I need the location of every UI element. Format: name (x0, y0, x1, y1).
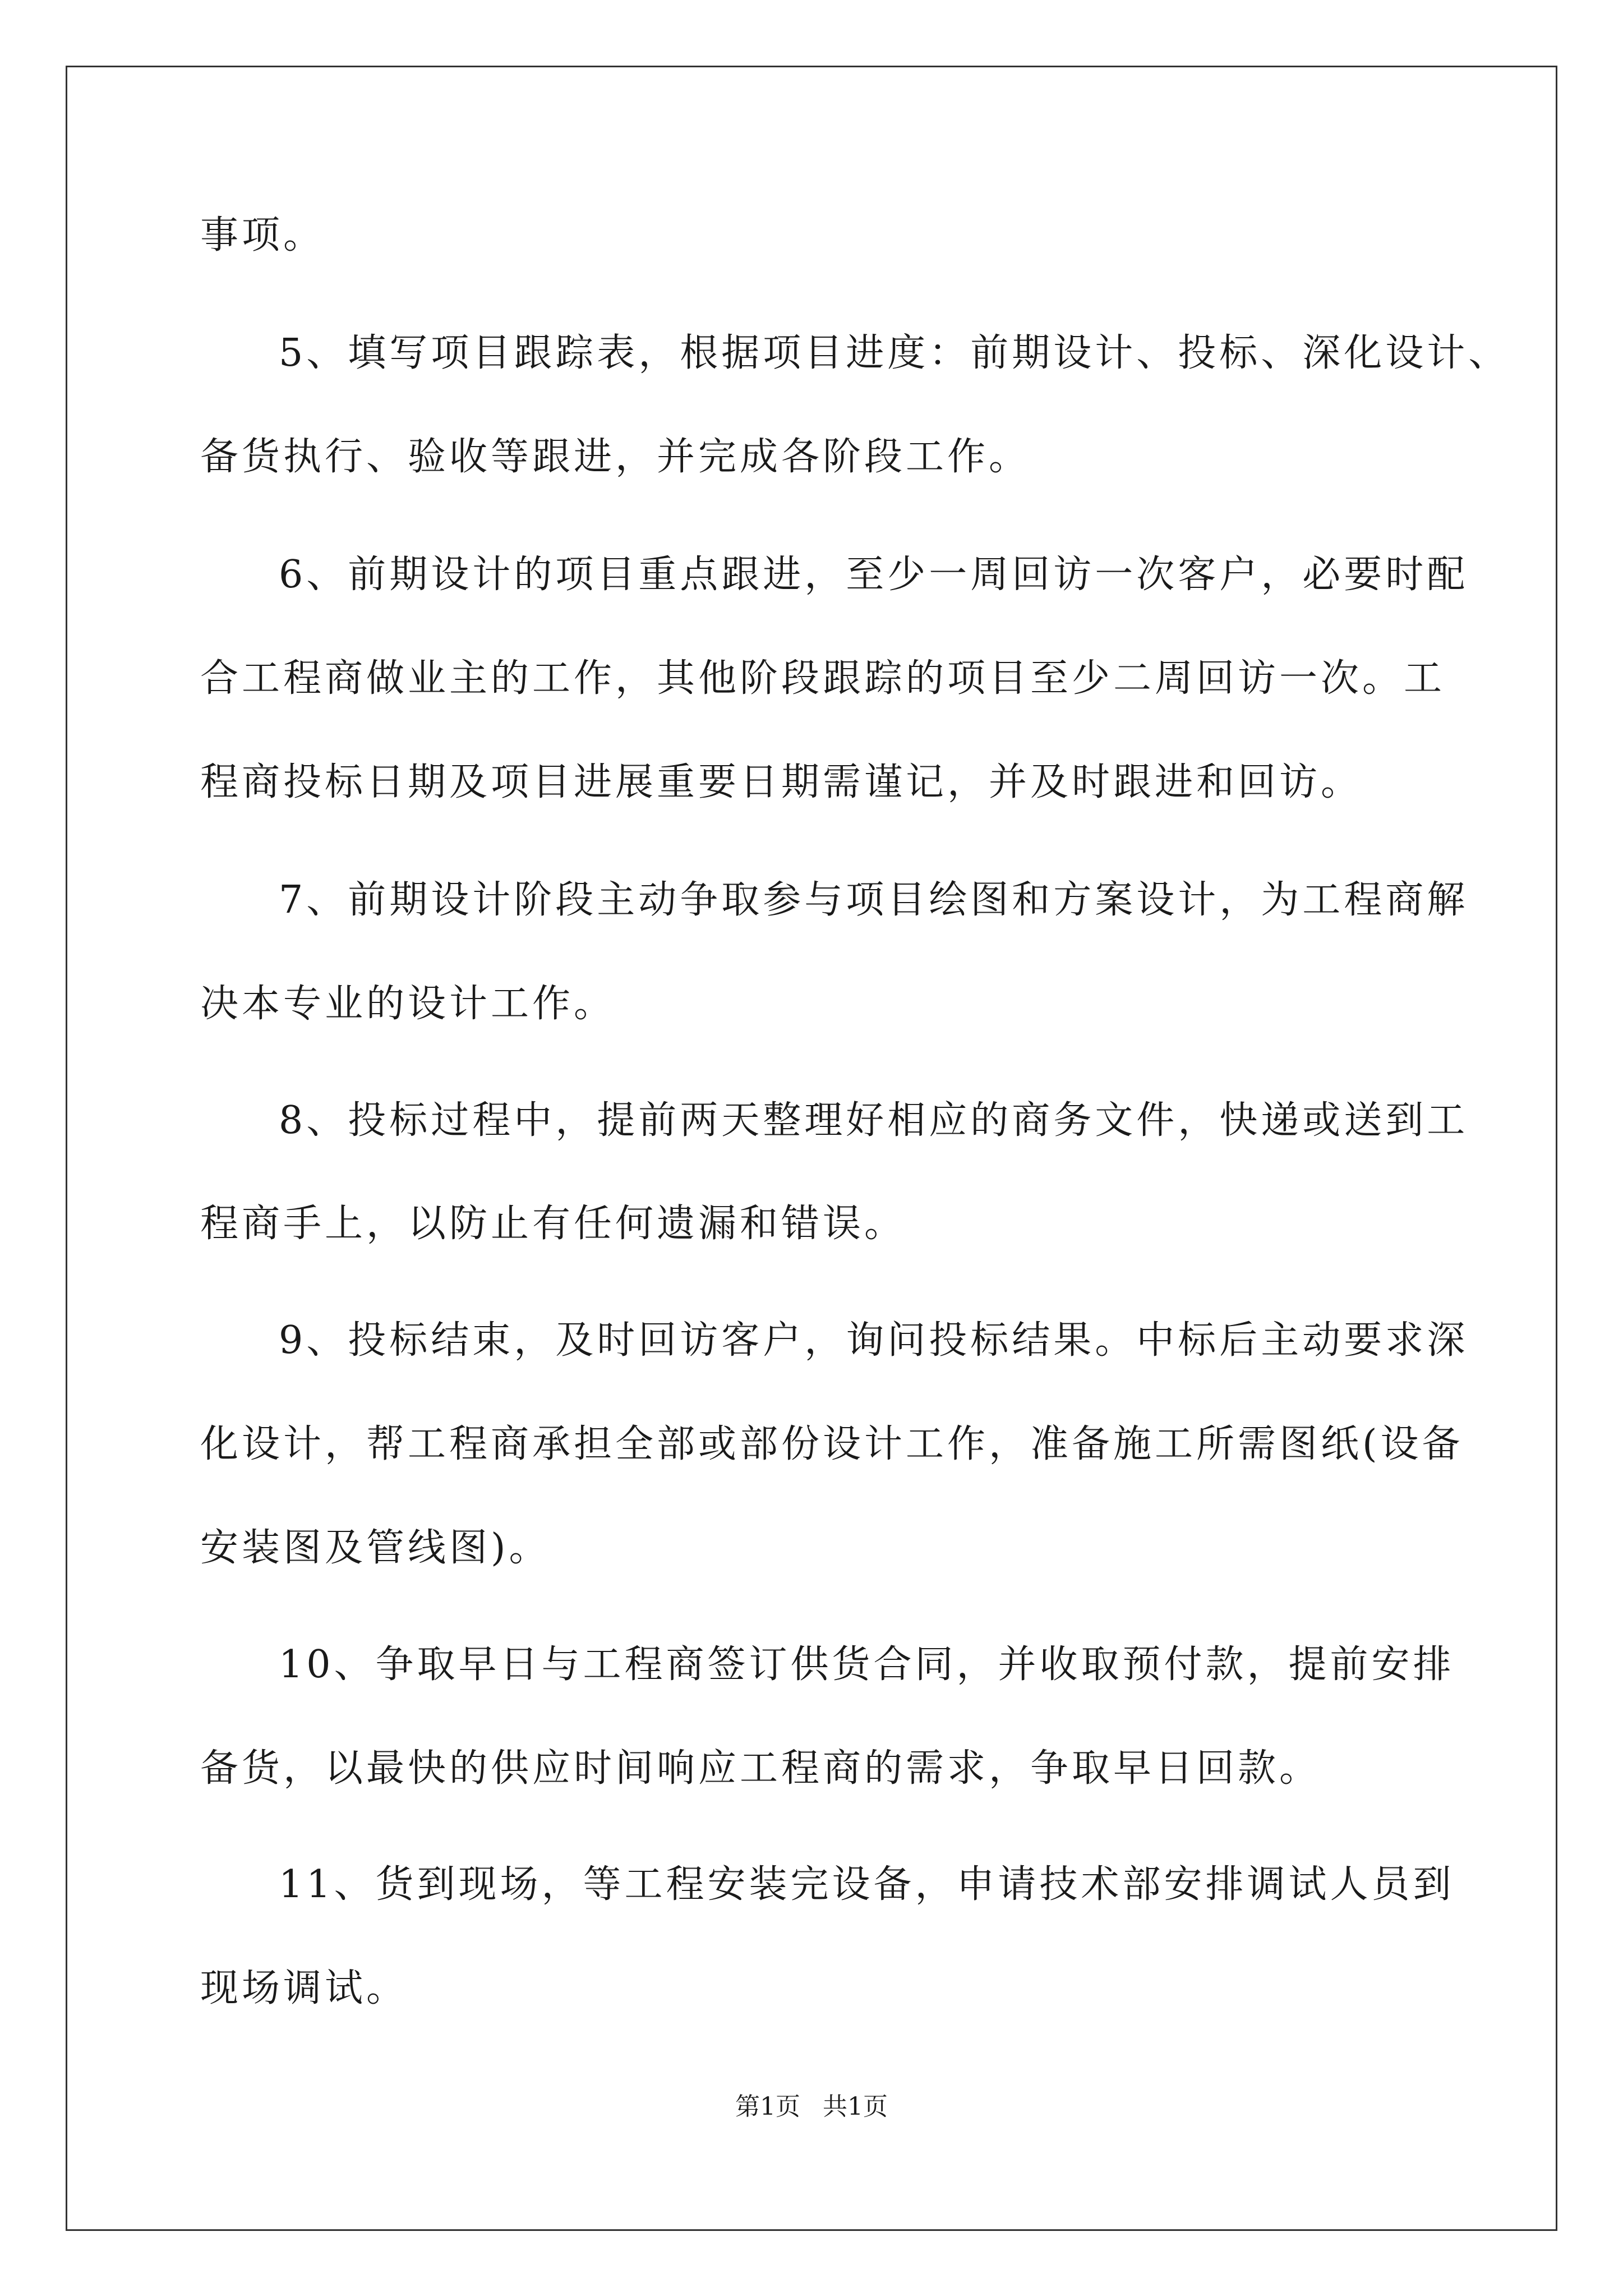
item-9-line-2: 化设计，帮工程商承担全部或部份设计工作，准备施工所需图纸(设备 (200, 1422, 1464, 1466)
item-6-line-1: 6、前期设计的项目重点跟进，至少一周回访一次客户，必要时配 (279, 553, 1469, 597)
item-5-line-2: 备货执行、验收等跟进，并完成各阶段工作。 (200, 435, 1031, 479)
page-number-current: 第1页 (735, 2092, 800, 2121)
item-6-line-2: 合工程商做业主的工作，其他阶段跟踪的项目至少二周回访一次。工 (200, 656, 1446, 701)
item-9-line-1: 9、投标结束，及时回访客户，询问投标结果。中标后主动要求深 (279, 1318, 1469, 1363)
page-footer (0, 2091, 1623, 2123)
item-8-line-1: 8、投标过程中，提前两天整理好相应的商务文件，快递或送到工 (279, 1098, 1469, 1143)
item-11-line-1: 11、货到现场，等工程安装完设备，申请技术部安排调试人员到 (279, 1862, 1455, 1907)
item-10-line-2: 备货，以最快的供应时间响应工程商的需求，争取早日回款。 (200, 1746, 1321, 1791)
item-9-line-3: 安装图及管线图)。 (200, 1526, 551, 1570)
item-10-line-1: 10、争取早日与工程商签订供货合同，并收取预付款，提前安排 (279, 1642, 1455, 1687)
item-5-line-1: 5、填写项目跟踪表，根据项目进度：前期设计、投标、深化设计、 (279, 331, 1510, 375)
item-7-line-1: 7、前期设计阶段主动争取参与项目绘图和方案设计，为工程商解 (279, 878, 1469, 922)
text-line-1: 事项。 (200, 213, 325, 257)
item-8-line-2: 程商手上，以防止有任何遗漏和错误。 (200, 1202, 906, 1246)
item-7-line-2: 决本专业的设计工作。 (200, 982, 616, 1026)
item-11-line-2: 现场调试。 (200, 1966, 408, 2010)
page-number-total: 共1页 (823, 2092, 888, 2121)
item-6-line-3: 程商投标日期及项目进展重要日期需谨记，并及时跟进和回访。 (200, 760, 1363, 804)
